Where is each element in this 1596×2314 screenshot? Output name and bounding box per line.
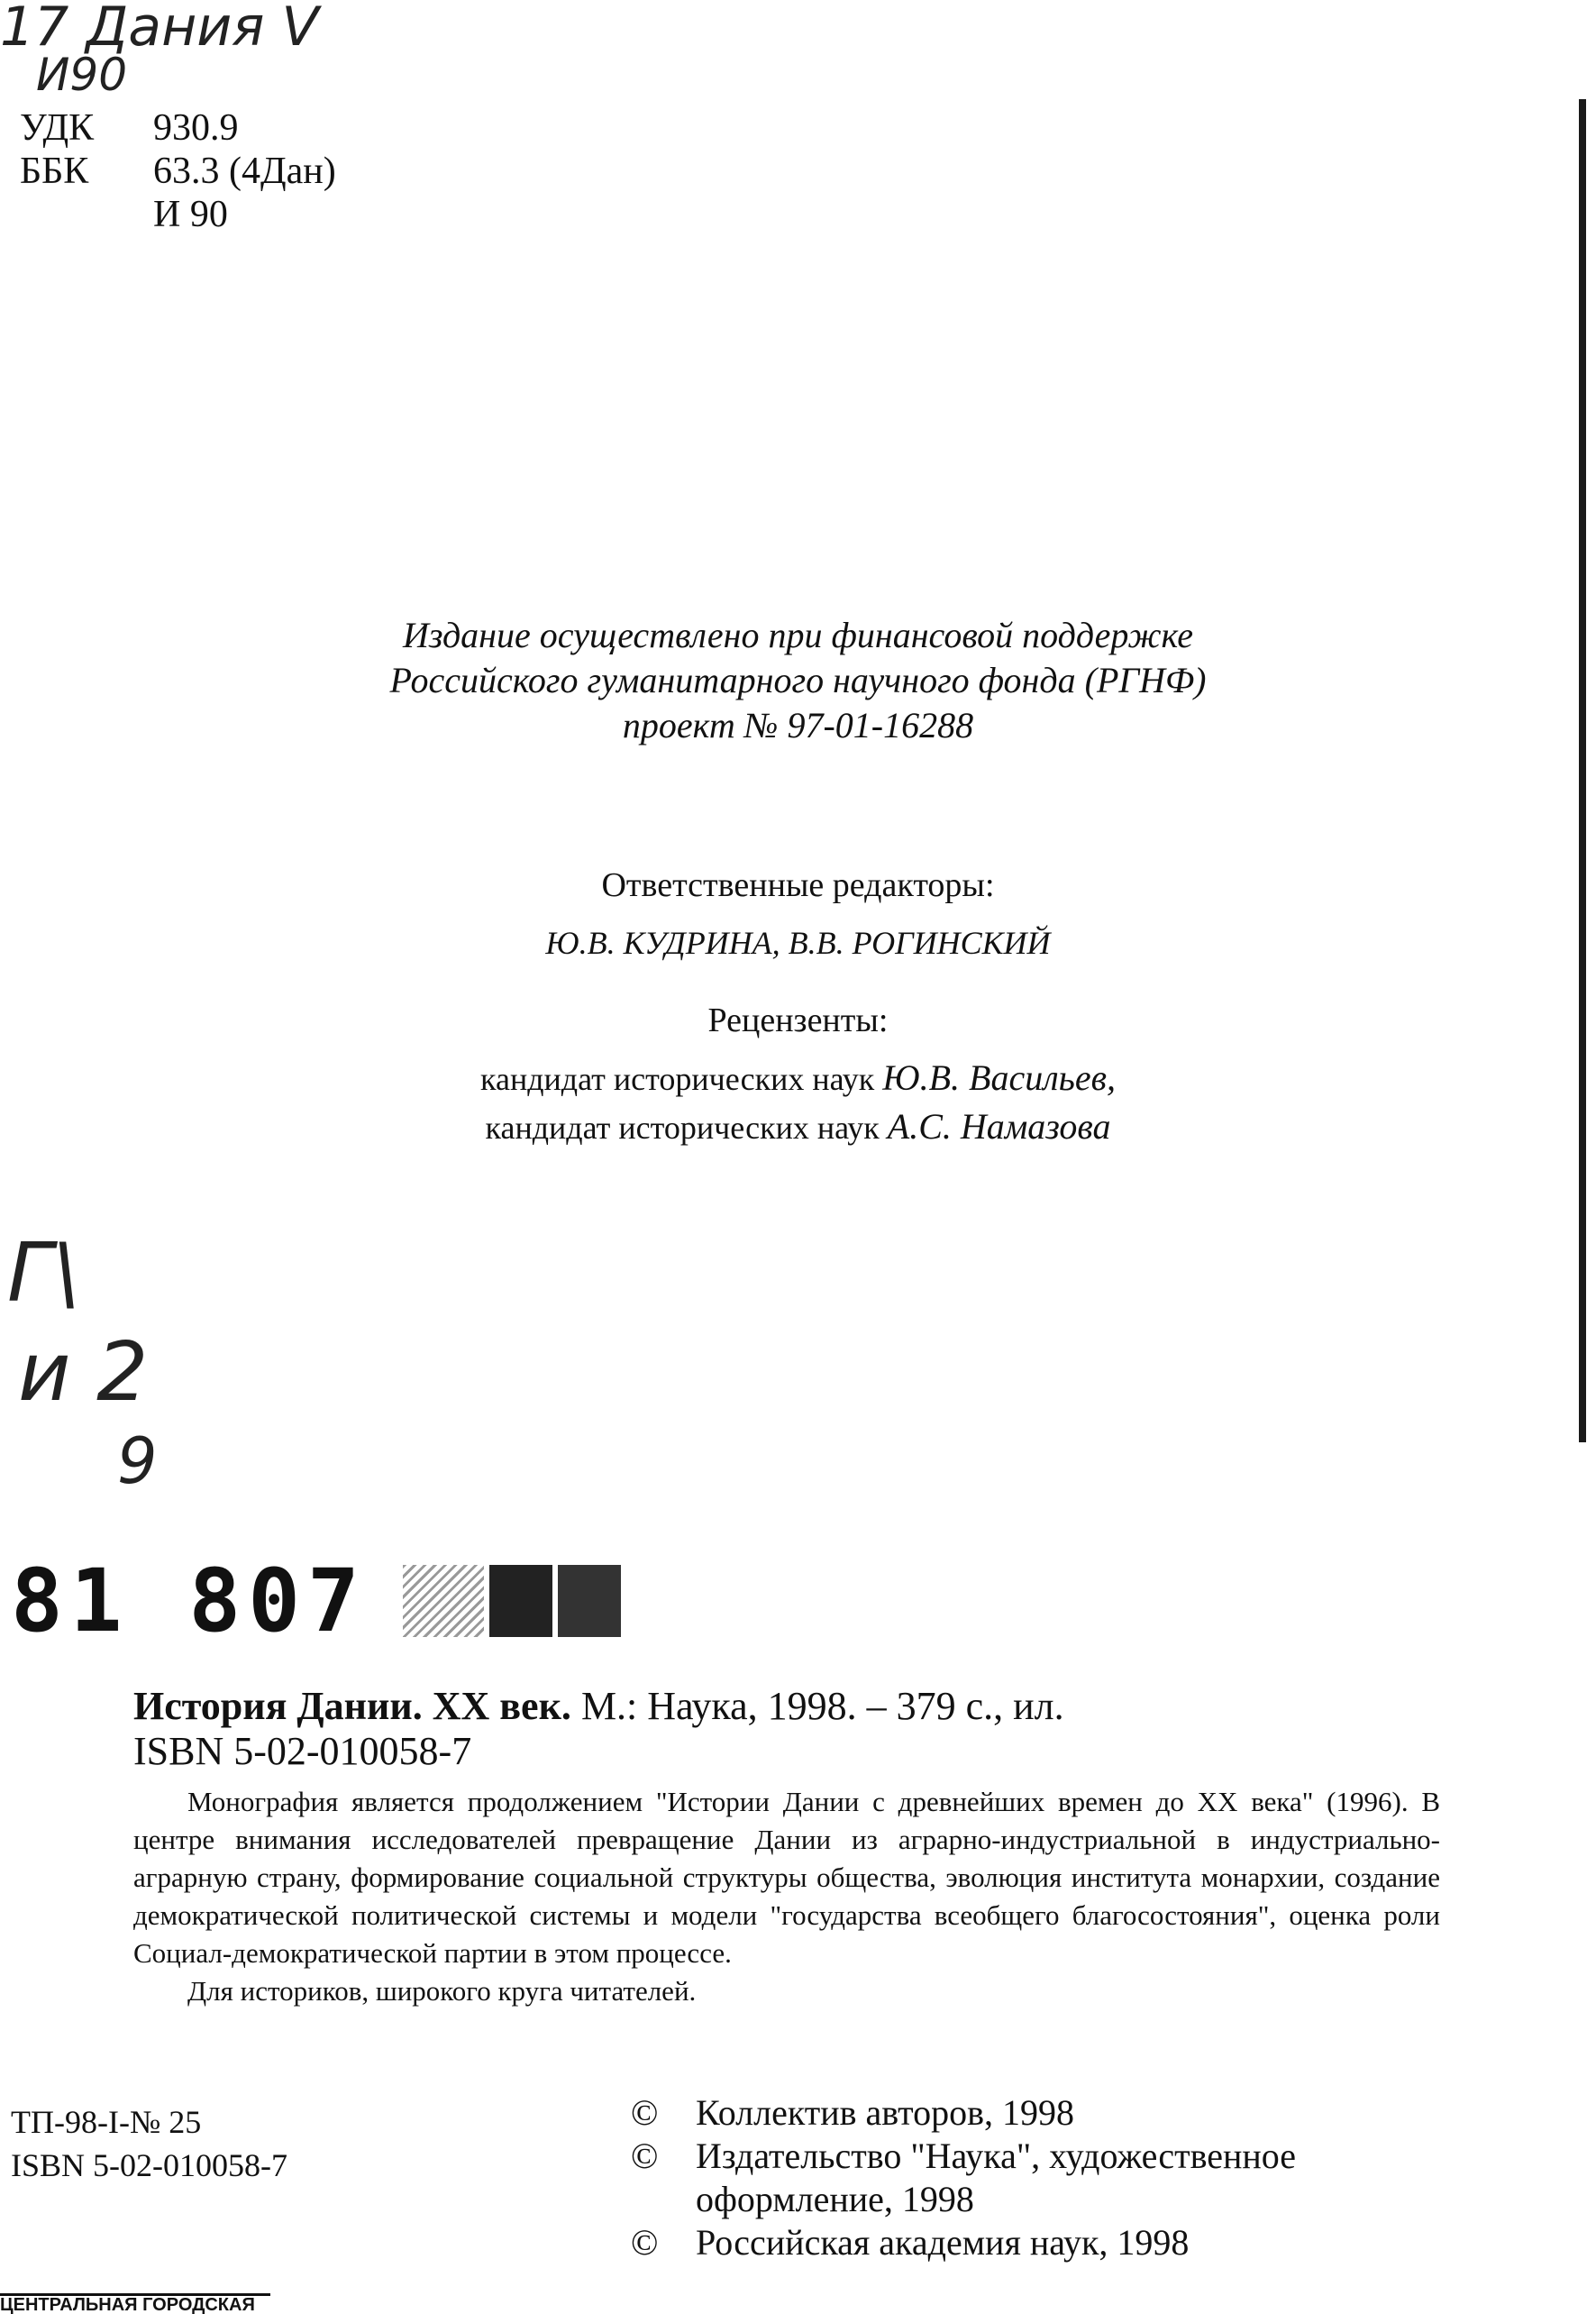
inventory-number: 81 807 [11, 1550, 367, 1651]
copyright-text: Российская академия наук, 1998 [696, 2222, 1190, 2263]
copyright-line [631, 2135, 1442, 2221]
classification-row [20, 150, 336, 193]
inventory-stamp [11, 1550, 621, 1651]
classification-key: ББК [20, 151, 89, 192]
tp-code: ТП-98-I-№ 25 [11, 2104, 202, 2140]
book-imprint: М.: Наука, 1998. – 379 с., ил. [580, 1684, 1064, 1728]
classification-value: 63.3 (4Дан) [153, 151, 336, 192]
abstract-audience: Для историков, широкого круга читателей. [187, 1975, 697, 2007]
stamp-smudge [558, 1565, 621, 1637]
copyright-text: Коллектив авторов, 1998 [696, 2092, 1074, 2133]
classification-block [20, 106, 336, 236]
scan-edge-bar [1579, 99, 1586, 1442]
reviewer-name: Ю.В. Васильев, [882, 1057, 1116, 1098]
handwritten-side-mark-3: 9 [117, 1424, 158, 1498]
abstract-text: Монография является продолжением "Истории Дании с древнейших времен до ХХ века" (1996). В центре внимания исследователей превращение Дании из аграрно-индустриальной в индустриально-аграрную страну, формирование социальной структуры общества, эволюция института монархии, создание демократической политической системы и модели "государства всеобщего благосостояния", оценка роли Социал-демократической партии в этом процессе. [133, 1786, 1440, 1969]
book-isbn: ISBN 5-02-010058-7 [133, 1729, 472, 1773]
handwritten-side-mark-1: Г\ [7, 1226, 80, 1321]
bibliographic-entry [133, 1684, 1440, 1774]
copyright-icon: © [631, 2136, 659, 2176]
isbn-code: ISBN 5-02-010058-7 [11, 2147, 287, 2183]
classification-value: И 90 [153, 194, 228, 235]
reviewer-name: А.С. Намазова [887, 1106, 1111, 1147]
handwritten-side-mark-2: и 2 [18, 1325, 149, 1420]
library-stamp: ЦЕНТРАЛЬНАЯ ГОРОДСКАЯ [0, 2293, 270, 2314]
reviewer-line [0, 1056, 1596, 1099]
copyright-text: Издательство "Наука", художественное оформление, 1998 [696, 2136, 1297, 2219]
editors-names: Ю.В. КУДРИНА, В.В. РОГИНСКИЙ [545, 925, 1051, 961]
imprint-codes [11, 2100, 287, 2187]
reviewer-title: кандидат исторических наук [480, 1061, 875, 1097]
copyright-block [631, 2091, 1442, 2264]
funding-note [0, 613, 1596, 748]
funding-line: проект № 97-01-16288 [622, 705, 974, 745]
copyright-icon: © [631, 2222, 659, 2263]
classification-row [20, 193, 336, 236]
editors-heading: Ответственные редакторы: [601, 866, 995, 904]
classification-row [20, 106, 336, 150]
stamp-smudge [489, 1565, 552, 1637]
funding-line: Российского гуманитарного научного фонда (РГНФ) [389, 660, 1207, 700]
classification-value: 930.9 [153, 107, 239, 149]
copyright-line [631, 2221, 1442, 2264]
copyright-icon: © [631, 2092, 659, 2133]
reviewer-line [0, 1105, 1596, 1148]
handwritten-note-sub: И90 [36, 49, 128, 101]
reviewer-title: кандидат исторических наук [485, 1110, 880, 1146]
classification-key: УДК [20, 107, 95, 149]
copyright-line [631, 2091, 1442, 2135]
book-title: История Дании. ХХ век. [133, 1684, 571, 1728]
funding-line: Издание осуществлено при финансовой поддержке [402, 615, 1194, 655]
handwritten-note-top: 17 Дания V [0, 0, 319, 59]
stamp-smudge [403, 1565, 484, 1637]
reviewers-heading: Рецензенты: [707, 1002, 889, 1039]
abstract [133, 1783, 1440, 2010]
